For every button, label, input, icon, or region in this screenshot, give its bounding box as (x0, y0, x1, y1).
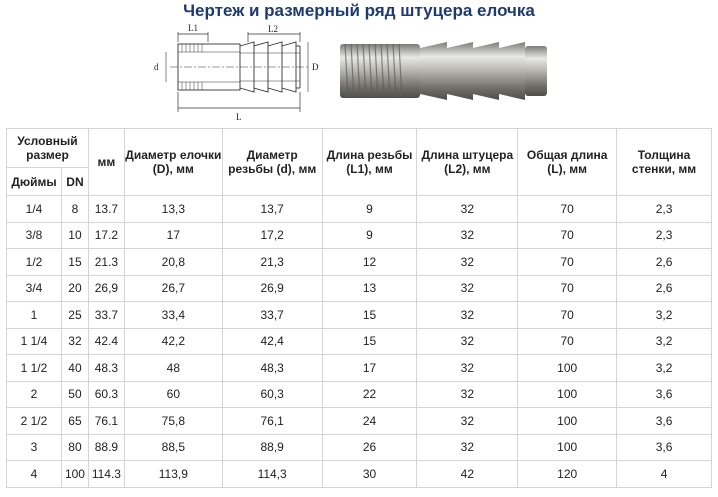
cell-wall-thickness: 3,6 (617, 408, 712, 435)
cell-dn: 20 (61, 275, 88, 302)
cell-fitting-length: 32 (417, 302, 518, 329)
cell-total-length: 100 (518, 381, 617, 408)
cell-mm: 76.1 (88, 408, 124, 435)
cell-fitting-length: 32 (417, 196, 518, 223)
cell-dn: 32 (61, 328, 88, 355)
cell-barb-diameter: 20,8 (124, 249, 222, 276)
cell-total-length: 70 (518, 196, 617, 223)
cell-dn: 8 (61, 196, 88, 223)
cell-inches: 1 1/2 (7, 355, 62, 382)
cell-thread-length: 24 (322, 408, 417, 435)
cell-wall-thickness: 3,2 (617, 302, 712, 329)
cell-barb-diameter: 13,3 (124, 196, 222, 223)
table-row (7, 355, 712, 382)
cell-wall-thickness: 2,3 (617, 196, 712, 223)
table-row (7, 302, 712, 329)
cell-thread-diameter: 76,1 (222, 408, 322, 435)
cell-barb-diameter: 17 (124, 222, 222, 249)
cell-thread-diameter: 114,3 (222, 461, 322, 488)
cell-dn: 40 (61, 355, 88, 382)
table-row (7, 408, 712, 435)
table-row (7, 381, 712, 408)
cell-fitting-length: 32 (417, 408, 518, 435)
cell-thread-length: 26 (322, 434, 417, 461)
cell-fitting-length: 32 (417, 328, 518, 355)
label-l1: L1 (188, 23, 198, 33)
cell-wall-thickness: 2,3 (617, 222, 712, 249)
cell-inches: 1 (7, 302, 62, 329)
fitting-photo (335, 30, 555, 110)
cell-dn: 25 (61, 302, 88, 329)
cell-thread-length: 22 (322, 381, 417, 408)
header-wall-thickness: Толщина стенки, мм (617, 129, 712, 196)
header-dn: DN (61, 168, 88, 196)
cell-barb-diameter: 26,7 (124, 275, 222, 302)
header-inches: Дюймы (7, 168, 62, 196)
cell-mm: 114.3 (88, 461, 124, 488)
cell-thread-length: 13 (322, 275, 417, 302)
cell-dn: 65 (61, 408, 88, 435)
cell-thread-diameter: 60,3 (222, 381, 322, 408)
cell-thread-length: 12 (322, 249, 417, 276)
cell-mm: 33.7 (88, 302, 124, 329)
cell-fitting-length: 32 (417, 275, 518, 302)
cell-wall-thickness: 2,6 (617, 249, 712, 276)
cell-total-length: 70 (518, 302, 617, 329)
page-title: Чертеж и размерный ряд штуцера елочка (183, 1, 535, 20)
cell-dn: 15 (61, 249, 88, 276)
table-row (7, 275, 712, 302)
cell-thread-length: 15 (322, 302, 417, 329)
cell-dn: 50 (61, 381, 88, 408)
cell-inches: 2 (7, 381, 62, 408)
cell-wall-thickness: 3,6 (617, 434, 712, 461)
cell-thread-diameter: 33,7 (222, 302, 322, 329)
cell-mm: 42.4 (88, 328, 124, 355)
cell-fitting-length: 32 (417, 381, 518, 408)
dimensions-table (6, 128, 712, 488)
cell-wall-thickness: 2,6 (617, 275, 712, 302)
cell-total-length: 100 (518, 355, 617, 382)
cell-inches: 3/4 (7, 275, 62, 302)
fitting-drawing (150, 22, 330, 122)
header-thread-diameter: Диаметр резьбы (d), мм (222, 129, 322, 196)
cell-total-length: 70 (518, 249, 617, 276)
cell-thread-diameter: 42,4 (222, 328, 322, 355)
cell-inches: 1/4 (7, 196, 62, 223)
label-l2: L2 (268, 24, 278, 34)
cell-thread-length: 17 (322, 355, 417, 382)
cell-inches: 1/2 (7, 249, 62, 276)
header-thread-length: Длина резьбы (L1), мм (322, 129, 417, 196)
cell-thread-diameter: 26,9 (222, 275, 322, 302)
cell-thread-diameter: 88,9 (222, 434, 322, 461)
label-d-small: d (154, 62, 159, 72)
cell-wall-thickness: 4 (617, 461, 712, 488)
label-l: L (236, 112, 242, 122)
cell-thread-diameter: 21,3 (222, 249, 322, 276)
cell-total-length: 120 (518, 461, 617, 488)
cell-mm: 13.7 (88, 196, 124, 223)
cell-fitting-length: 32 (417, 434, 518, 461)
cell-thread-length: 15 (322, 328, 417, 355)
table-row (7, 328, 712, 355)
table-row (7, 222, 712, 249)
cell-barb-diameter: 60 (124, 381, 222, 408)
cell-barb-diameter: 48 (124, 355, 222, 382)
cell-barb-diameter: 113,9 (124, 461, 222, 488)
cell-thread-diameter: 13,7 (222, 196, 322, 223)
cell-inches: 1 1/4 (7, 328, 62, 355)
label-d-big: D (312, 62, 319, 72)
cell-mm: 48.3 (88, 355, 124, 382)
cell-mm: 88.9 (88, 434, 124, 461)
header-mm: мм (88, 129, 124, 196)
cell-total-length: 100 (518, 408, 617, 435)
cell-dn: 80 (61, 434, 88, 461)
cell-fitting-length: 32 (417, 222, 518, 249)
cell-inches: 3/8 (7, 222, 62, 249)
cell-thread-diameter: 48,3 (222, 355, 322, 382)
cell-wall-thickness: 3,2 (617, 328, 712, 355)
header-fitting-length: Длина штуцера (L2), мм (417, 129, 518, 196)
cell-dn: 100 (61, 461, 88, 488)
cell-mm: 60.3 (88, 381, 124, 408)
cell-barb-diameter: 42,2 (124, 328, 222, 355)
cell-wall-thickness: 3,2 (617, 355, 712, 382)
cell-mm: 26,9 (88, 275, 124, 302)
cell-total-length: 70 (518, 275, 617, 302)
cell-mm: 17.2 (88, 222, 124, 249)
cell-fitting-length: 42 (417, 461, 518, 488)
table-row (7, 434, 712, 461)
cell-inches: 3 (7, 434, 62, 461)
cell-thread-length: 9 (322, 222, 417, 249)
cell-fitting-length: 32 (417, 355, 518, 382)
cell-total-length: 100 (518, 434, 617, 461)
cell-thread-length: 30 (322, 461, 417, 488)
table-row (7, 196, 712, 223)
header-nominal-size: Условный размер (7, 129, 89, 168)
cell-mm: 21.3 (88, 249, 124, 276)
header-total-length: Общая длина (L), мм (518, 129, 617, 196)
cell-barb-diameter: 75,8 (124, 408, 222, 435)
cell-barb-diameter: 88,5 (124, 434, 222, 461)
cell-thread-diameter: 17,2 (222, 222, 322, 249)
cell-total-length: 70 (518, 328, 617, 355)
cell-inches: 4 (7, 461, 62, 488)
header-barb-diameter: Диаметр елочки (D), мм (124, 129, 222, 196)
cell-dn: 10 (61, 222, 88, 249)
cell-barb-diameter: 33,4 (124, 302, 222, 329)
cell-total-length: 70 (518, 222, 617, 249)
cell-fitting-length: 32 (417, 249, 518, 276)
table-row (7, 461, 712, 488)
table-row (7, 249, 712, 276)
cell-thread-length: 9 (322, 196, 417, 223)
cell-inches: 2 1/2 (7, 408, 62, 435)
cell-wall-thickness: 3,6 (617, 381, 712, 408)
